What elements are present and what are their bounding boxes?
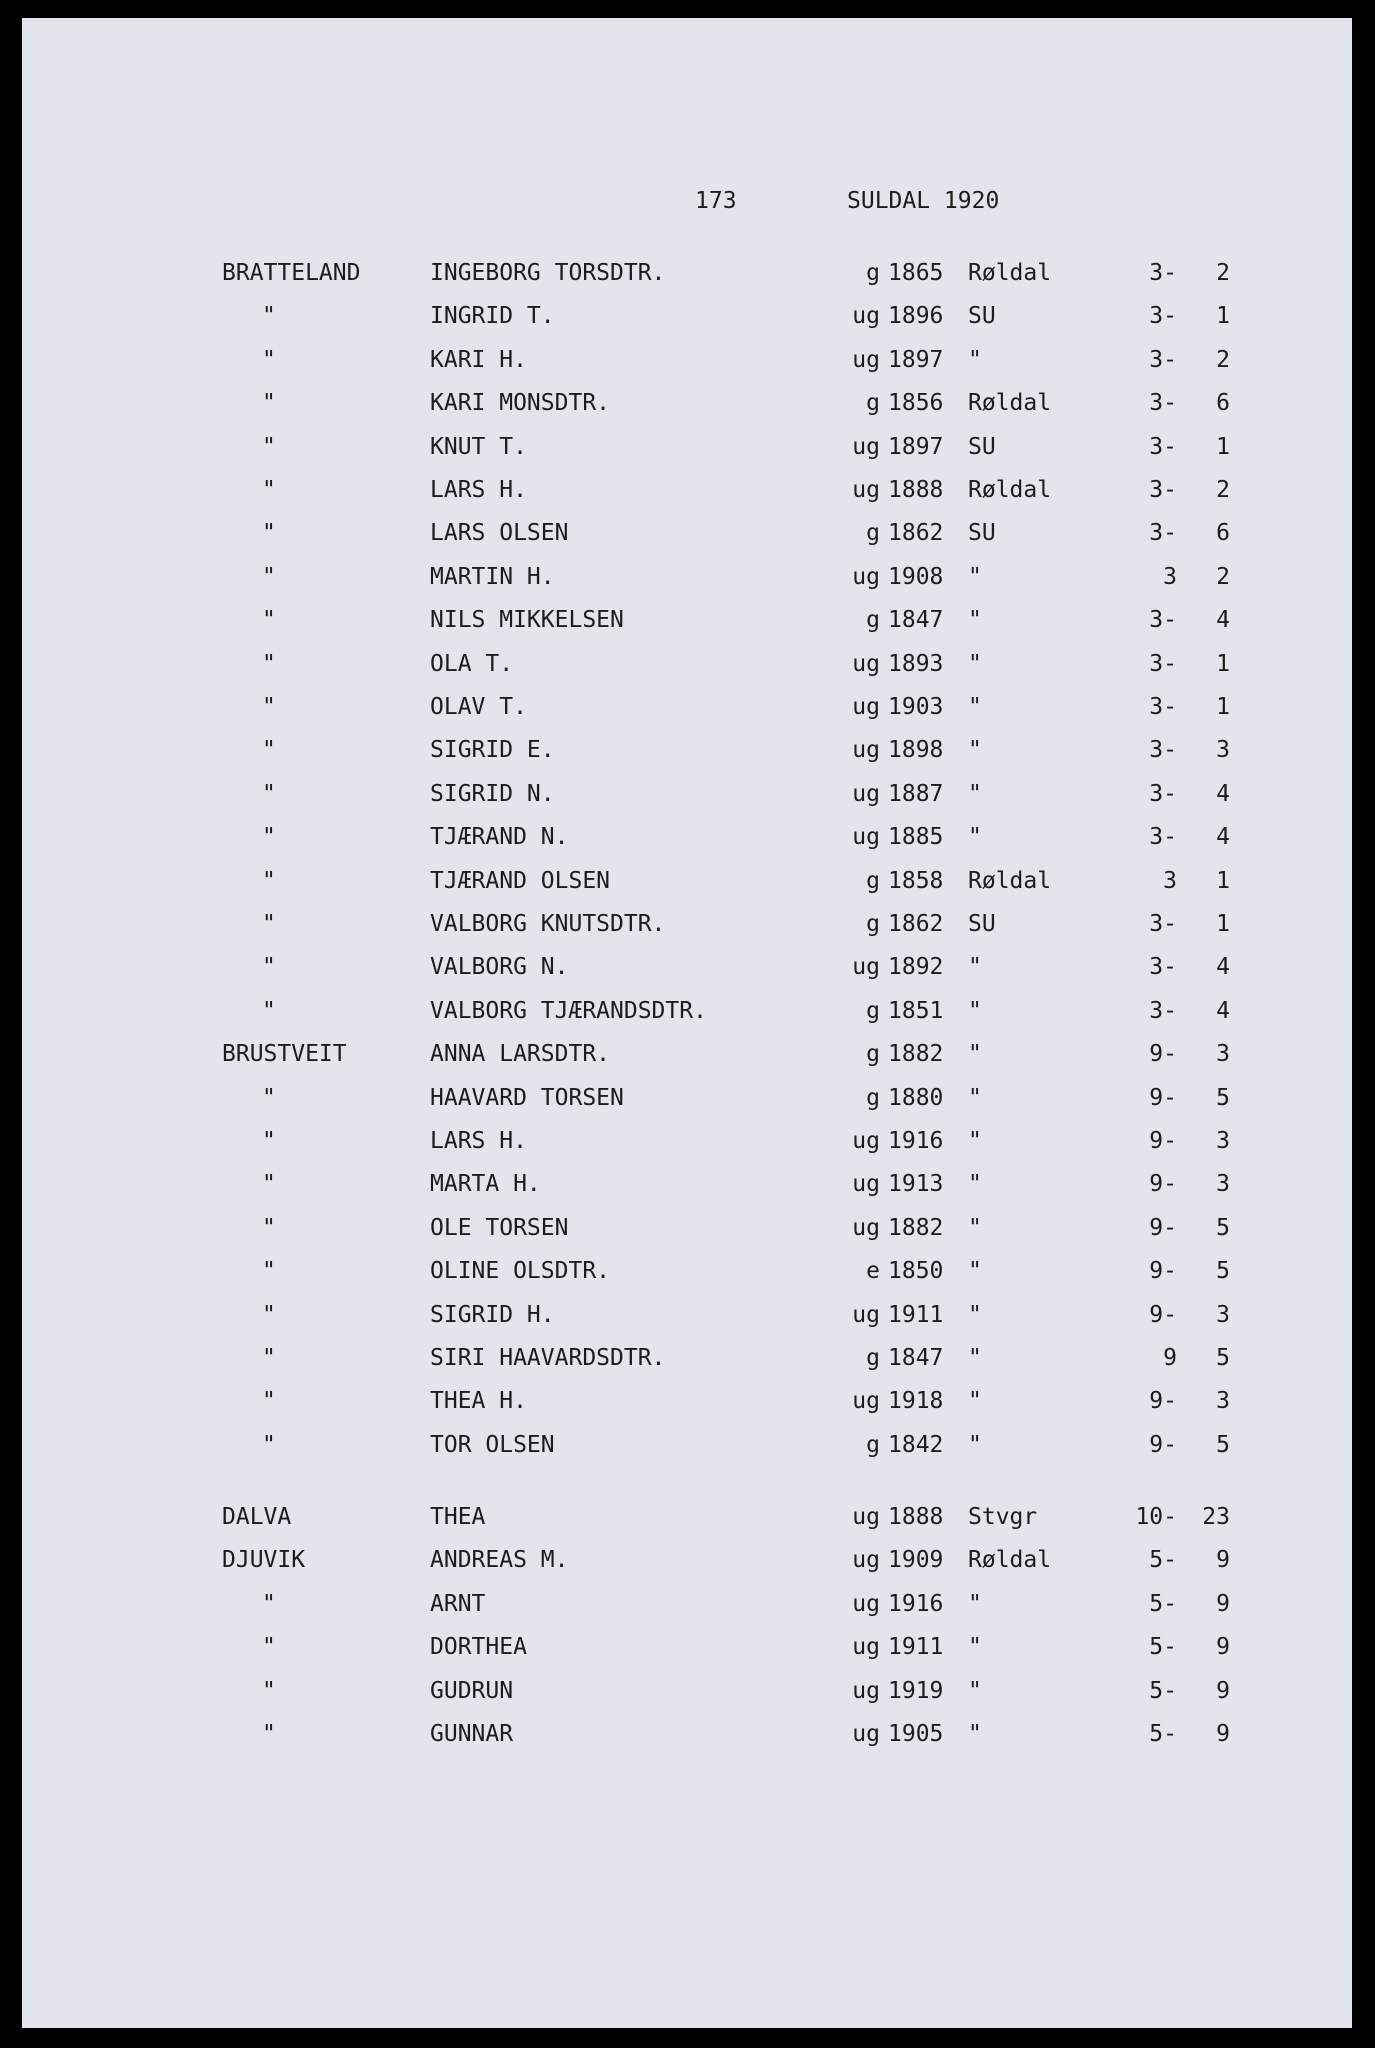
- table-row: [22, 1587, 1352, 1621]
- place-cell: SU: [968, 433, 996, 460]
- ref-a-cell: 9-: [1149, 1388, 1177, 1415]
- status-cell: ug: [852, 477, 880, 503]
- name-cell: VALBORG TJÆRANDSDTR.: [430, 997, 707, 1024]
- farm-cell: ": [262, 1634, 276, 1661]
- table-row: [22, 777, 1352, 811]
- year-cell: 1888: [888, 1504, 944, 1530]
- ref-a-cell: 3-: [1149, 433, 1177, 460]
- ref-a-cell: 9-: [1149, 1084, 1177, 1111]
- farm-cell: ": [262, 1258, 276, 1285]
- ref-a-cell: 3: [1163, 563, 1177, 590]
- status-cell: g: [866, 1084, 880, 1111]
- status-cell: ug: [852, 346, 880, 373]
- table-row: [22, 386, 1352, 420]
- status-cell: ug: [852, 737, 880, 764]
- ref-b-cell: 1: [1216, 433, 1230, 460]
- ref-a-cell: 3-: [1149, 997, 1177, 1024]
- table-row: [22, 1428, 1352, 1462]
- ref-b-cell: 5: [1216, 1258, 1230, 1285]
- farm-cell: ": [262, 1128, 276, 1154]
- year-cell: 1913: [888, 1171, 944, 1198]
- ref-a-cell: 3-: [1149, 607, 1177, 634]
- status-cell: g: [866, 390, 880, 417]
- name-cell: ARNT: [430, 1590, 486, 1617]
- year-cell: 1862: [888, 520, 944, 547]
- farm-cell: ": [262, 737, 276, 764]
- status-cell: ug: [852, 954, 880, 981]
- ref-a-cell: 5-: [1149, 1634, 1177, 1661]
- year-cell: 1892: [888, 954, 944, 981]
- name-cell: THEA: [430, 1504, 486, 1530]
- year-cell: 1862: [888, 911, 944, 937]
- year-cell: 1847: [888, 1345, 944, 1371]
- farm-cell: ": [262, 607, 276, 634]
- name-cell: THEA H.: [430, 1388, 527, 1415]
- place-cell: ": [968, 650, 982, 677]
- ref-b-cell: 3: [1216, 1301, 1230, 1328]
- name-cell: INGRID T.: [430, 303, 555, 330]
- farm-cell: ": [262, 1431, 276, 1458]
- year-cell: 1858: [888, 867, 944, 894]
- year-cell: 1898: [888, 737, 944, 764]
- year-cell: 1885: [888, 824, 944, 851]
- ref-b-cell: 23: [1202, 1504, 1230, 1530]
- year-cell: 1916: [888, 1590, 944, 1617]
- status-cell: ug: [852, 1301, 880, 1328]
- ref-a-cell: 5-: [1149, 1590, 1177, 1617]
- ref-a-cell: 3-: [1149, 477, 1177, 503]
- name-cell: GUNNAR: [430, 1721, 514, 1747]
- farm-cell: ": [262, 650, 276, 677]
- status-cell: ug: [852, 433, 880, 460]
- name-cell: KARI MONSDTR.: [430, 390, 611, 417]
- ref-a-cell: 3-: [1149, 520, 1177, 547]
- ref-b-cell: 4: [1216, 824, 1230, 851]
- farm-cell: ": [262, 1084, 276, 1111]
- place-cell: SU: [968, 911, 996, 937]
- status-cell: ug: [852, 1388, 880, 1415]
- ref-b-cell: 5: [1216, 1214, 1230, 1241]
- place-cell: ": [968, 1041, 982, 1068]
- ref-a-cell: 3-: [1149, 346, 1177, 373]
- status-cell: ug: [852, 1634, 880, 1661]
- status-cell: g: [866, 260, 880, 286]
- farm-cell: ": [262, 1345, 276, 1371]
- status-cell: ug: [852, 1590, 880, 1617]
- place-cell: SU: [968, 520, 996, 547]
- status-cell: g: [866, 911, 880, 937]
- ref-a-cell: 9-: [1149, 1128, 1177, 1154]
- farm-cell: ": [262, 867, 276, 894]
- farm-cell: ": [262, 1677, 276, 1704]
- place-cell: Røldal: [968, 477, 1052, 503]
- status-cell: ug: [852, 1721, 880, 1747]
- name-cell: TJÆRAND N.: [430, 824, 569, 851]
- ref-b-cell: 1: [1216, 303, 1230, 330]
- ref-a-cell: 9-: [1149, 1301, 1177, 1328]
- name-cell: OLE TORSEN: [430, 1214, 569, 1241]
- table-row: [22, 864, 1352, 898]
- table-row: [22, 690, 1352, 724]
- ref-a-cell: 9-: [1149, 1258, 1177, 1285]
- status-cell: ug: [852, 1171, 880, 1198]
- ref-a-cell: 9: [1163, 1345, 1177, 1371]
- ref-a-cell: 5-: [1149, 1547, 1177, 1574]
- year-cell: 1882: [888, 1214, 944, 1241]
- farm-cell: ": [262, 520, 276, 547]
- document-page: [22, 18, 1352, 2028]
- place-cell: ": [968, 1677, 982, 1704]
- year-cell: 1911: [888, 1634, 944, 1661]
- year-cell: 1893: [888, 650, 944, 677]
- year-cell: 1842: [888, 1431, 944, 1458]
- status-cell: ug: [852, 824, 880, 851]
- farm-cell: ": [262, 477, 276, 503]
- ref-a-cell: 5-: [1149, 1677, 1177, 1704]
- place-cell: ": [968, 1258, 982, 1285]
- place-cell: ": [968, 1301, 982, 1328]
- place-cell: ": [968, 954, 982, 981]
- farm-cell: ": [262, 433, 276, 460]
- place-cell: Røldal: [968, 1547, 1052, 1574]
- status-cell: ug: [852, 694, 880, 720]
- name-cell: SIGRID N.: [430, 780, 555, 807]
- ref-a-cell: 3: [1163, 867, 1177, 894]
- name-cell: LARS OLSEN: [430, 520, 569, 547]
- year-cell: 1919: [888, 1677, 944, 1704]
- ref-b-cell: 9: [1216, 1547, 1230, 1574]
- name-cell: INGEBORG TORSDTR.: [430, 260, 666, 286]
- table-row: [22, 733, 1352, 767]
- table-row: [22, 473, 1352, 507]
- year-cell: 1897: [888, 346, 944, 373]
- table-row: [22, 1037, 1352, 1071]
- ref-b-cell: 1: [1216, 694, 1230, 720]
- name-cell: OLA T.: [430, 650, 514, 677]
- year-cell: 1897: [888, 433, 944, 460]
- ref-b-cell: 3: [1216, 737, 1230, 764]
- year-cell: 1887: [888, 780, 944, 807]
- table-row: [22, 256, 1352, 290]
- place-cell: ": [968, 1721, 982, 1747]
- ref-a-cell: 9-: [1149, 1171, 1177, 1198]
- record-list: [22, 18, 1352, 2028]
- status-cell: g: [866, 607, 880, 634]
- status-cell: ug: [852, 1128, 880, 1154]
- ref-b-cell: 3: [1216, 1388, 1230, 1415]
- place-cell: ": [968, 1634, 982, 1661]
- farm-cell: ": [262, 954, 276, 981]
- name-cell: MARTIN H.: [430, 563, 555, 590]
- ref-a-cell: 9-: [1149, 1214, 1177, 1241]
- name-cell: DORTHEA: [430, 1634, 527, 1661]
- table-row: [22, 1341, 1352, 1375]
- table-row: [22, 1167, 1352, 1201]
- table-row: [22, 950, 1352, 984]
- name-cell: OLAV T.: [430, 694, 527, 720]
- year-cell: 1850: [888, 1258, 944, 1285]
- name-cell: KARI H.: [430, 346, 527, 373]
- year-cell: 1918: [888, 1388, 944, 1415]
- name-cell: SIGRID H.: [430, 1301, 555, 1328]
- farm-cell: ": [262, 1171, 276, 1198]
- place-cell: SU: [968, 303, 996, 330]
- farm-cell: ": [262, 1590, 276, 1617]
- ref-a-cell: 3-: [1149, 737, 1177, 764]
- ref-b-cell: 1: [1216, 867, 1230, 894]
- name-cell: ANDREAS M.: [430, 1547, 569, 1574]
- farm-cell: ": [262, 997, 276, 1024]
- name-cell: KNUT T.: [430, 433, 527, 460]
- place-cell: ": [968, 1590, 982, 1617]
- ref-a-cell: 3-: [1149, 954, 1177, 981]
- ref-b-cell: 9: [1216, 1634, 1230, 1661]
- ref-a-cell: 9-: [1149, 1041, 1177, 1068]
- farm-cell: DALVA: [222, 1504, 292, 1530]
- ref-b-cell: 3: [1216, 1041, 1230, 1068]
- table-row: [22, 647, 1352, 681]
- status-cell: e: [866, 1258, 880, 1285]
- place-cell: ": [968, 1171, 982, 1198]
- place-cell: ": [968, 563, 982, 590]
- year-cell: 1896: [888, 303, 944, 330]
- farm-cell: ": [262, 390, 276, 417]
- table-row: [22, 603, 1352, 637]
- name-cell: HAAVARD TORSEN: [430, 1084, 624, 1111]
- ref-a-cell: 5-: [1149, 1721, 1177, 1747]
- table-row: [22, 430, 1352, 464]
- name-cell: LARS H.: [430, 1128, 527, 1154]
- ref-b-cell: 9: [1216, 1590, 1230, 1617]
- ref-b-cell: 1: [1216, 911, 1230, 937]
- year-cell: 1905: [888, 1721, 944, 1747]
- ref-a-cell: 3-: [1149, 650, 1177, 677]
- name-cell: SIGRID E.: [430, 737, 555, 764]
- farm-cell: ": [262, 563, 276, 590]
- place-cell: ": [968, 607, 982, 634]
- table-row: [22, 516, 1352, 550]
- year-cell: 1865: [888, 260, 944, 286]
- ref-b-cell: 6: [1216, 520, 1230, 547]
- ref-b-cell: 5: [1216, 1431, 1230, 1458]
- name-cell: OLINE OLSDTR.: [430, 1258, 611, 1285]
- table-row: [22, 1211, 1352, 1245]
- ref-a-cell: 9-: [1149, 1431, 1177, 1458]
- table-row: [22, 1384, 1352, 1418]
- status-cell: ug: [852, 303, 880, 330]
- name-cell: SIRI HAAVARDSDTR.: [430, 1345, 666, 1371]
- status-cell: g: [866, 520, 880, 547]
- place-cell: ": [968, 824, 982, 851]
- year-cell: 1856: [888, 390, 944, 417]
- place-cell: ": [968, 1084, 982, 1111]
- place-cell: Røldal: [968, 867, 1052, 894]
- farm-cell: ": [262, 780, 276, 807]
- place-cell: ": [968, 997, 982, 1024]
- table-row: [22, 1254, 1352, 1288]
- year-cell: 1909: [888, 1547, 944, 1574]
- name-cell: TOR OLSEN: [430, 1431, 555, 1458]
- place-cell: Stvgr: [968, 1504, 1038, 1530]
- status-cell: ug: [852, 1547, 880, 1574]
- status-cell: g: [866, 997, 880, 1024]
- ref-b-cell: 6: [1216, 390, 1230, 417]
- table-row: [22, 1543, 1352, 1577]
- status-cell: ug: [852, 1504, 880, 1530]
- year-cell: 1847: [888, 607, 944, 634]
- year-cell: 1903: [888, 694, 944, 720]
- ref-a-cell: 3-: [1149, 911, 1177, 937]
- name-cell: LARS H.: [430, 477, 527, 503]
- table-row: [22, 560, 1352, 594]
- ref-b-cell: 4: [1216, 997, 1230, 1024]
- status-cell: g: [866, 867, 880, 894]
- ref-a-cell: 3-: [1149, 260, 1177, 286]
- place-cell: ": [968, 1128, 982, 1154]
- ref-b-cell: 2: [1216, 260, 1230, 286]
- ref-b-cell: 2: [1216, 563, 1230, 590]
- place-cell: ": [968, 1388, 982, 1415]
- place-cell: ": [968, 346, 982, 373]
- ref-a-cell: 3-: [1149, 780, 1177, 807]
- page-title: SULDAL 1920: [847, 188, 1000, 214]
- farm-cell: ": [262, 1388, 276, 1415]
- table-row: [22, 820, 1352, 854]
- place-cell: ": [968, 694, 982, 720]
- ref-b-cell: 5: [1216, 1084, 1230, 1111]
- table-row: [22, 1081, 1352, 1115]
- ref-b-cell: 9: [1216, 1677, 1230, 1704]
- ref-b-cell: 2: [1216, 346, 1230, 373]
- table-row: [22, 1124, 1352, 1158]
- farm-cell: BRUSTVEIT: [222, 1041, 347, 1068]
- place-cell: ": [968, 737, 982, 764]
- year-cell: 1888: [888, 477, 944, 503]
- table-row: [22, 1717, 1352, 1751]
- ref-b-cell: 4: [1216, 607, 1230, 634]
- farm-cell: ": [262, 1721, 276, 1747]
- table-row: [22, 1674, 1352, 1708]
- ref-b-cell: 4: [1216, 780, 1230, 807]
- table-row: [22, 299, 1352, 333]
- place-cell: Røldal: [968, 260, 1052, 286]
- place-cell: Røldal: [968, 390, 1052, 417]
- farm-cell: ": [262, 1214, 276, 1241]
- farm-cell: DJUVIK: [222, 1547, 306, 1574]
- ref-b-cell: 9: [1216, 1721, 1230, 1747]
- name-cell: ANNA LARSDTR.: [430, 1041, 611, 1068]
- ref-a-cell: 10-: [1135, 1504, 1177, 1530]
- farm-cell: ": [262, 911, 276, 937]
- ref-a-cell: 3-: [1149, 824, 1177, 851]
- table-row: [22, 1630, 1352, 1664]
- year-cell: 1908: [888, 563, 944, 590]
- name-cell: VALBORG N.: [430, 954, 569, 981]
- farm-cell: ": [262, 303, 276, 330]
- table-row: [22, 343, 1352, 377]
- status-cell: g: [866, 1431, 880, 1458]
- ref-a-cell: 3-: [1149, 303, 1177, 330]
- name-cell: NILS MIKKELSEN: [430, 607, 624, 634]
- ref-a-cell: 3-: [1149, 390, 1177, 417]
- status-cell: ug: [852, 563, 880, 590]
- farm-cell: ": [262, 824, 276, 851]
- place-cell: ": [968, 1345, 982, 1371]
- table-row: [22, 994, 1352, 1028]
- status-cell: g: [866, 1041, 880, 1068]
- farm-cell: BRATTELAND: [222, 260, 361, 286]
- ref-b-cell: 1: [1216, 650, 1230, 677]
- place-cell: ": [968, 1431, 982, 1458]
- table-row: [22, 907, 1352, 941]
- year-cell: 1880: [888, 1084, 944, 1111]
- ref-a-cell: 3-: [1149, 694, 1177, 720]
- place-cell: ": [968, 1214, 982, 1241]
- status-cell: ug: [852, 780, 880, 807]
- page-number: 173: [695, 188, 737, 214]
- ref-b-cell: 2: [1216, 477, 1230, 503]
- status-cell: ug: [852, 1214, 880, 1241]
- year-cell: 1882: [888, 1041, 944, 1068]
- year-cell: 1911: [888, 1301, 944, 1328]
- status-cell: g: [866, 1345, 880, 1371]
- table-row: [22, 1500, 1352, 1534]
- ref-b-cell: 3: [1216, 1128, 1230, 1154]
- farm-cell: ": [262, 694, 276, 720]
- ref-b-cell: 4: [1216, 954, 1230, 981]
- name-cell: MARTA H.: [430, 1171, 541, 1198]
- ref-b-cell: 5: [1216, 1345, 1230, 1371]
- place-cell: ": [968, 780, 982, 807]
- status-cell: ug: [852, 650, 880, 677]
- farm-cell: ": [262, 1301, 276, 1328]
- name-cell: TJÆRAND OLSEN: [430, 867, 611, 894]
- name-cell: VALBORG KNUTSDTR.: [430, 911, 666, 937]
- farm-cell: ": [262, 346, 276, 373]
- year-cell: 1851: [888, 997, 944, 1024]
- status-cell: ug: [852, 1677, 880, 1704]
- name-cell: GUDRUN: [430, 1677, 514, 1704]
- ref-b-cell: 3: [1216, 1171, 1230, 1198]
- year-cell: 1916: [888, 1128, 944, 1154]
- table-row: [22, 1298, 1352, 1332]
